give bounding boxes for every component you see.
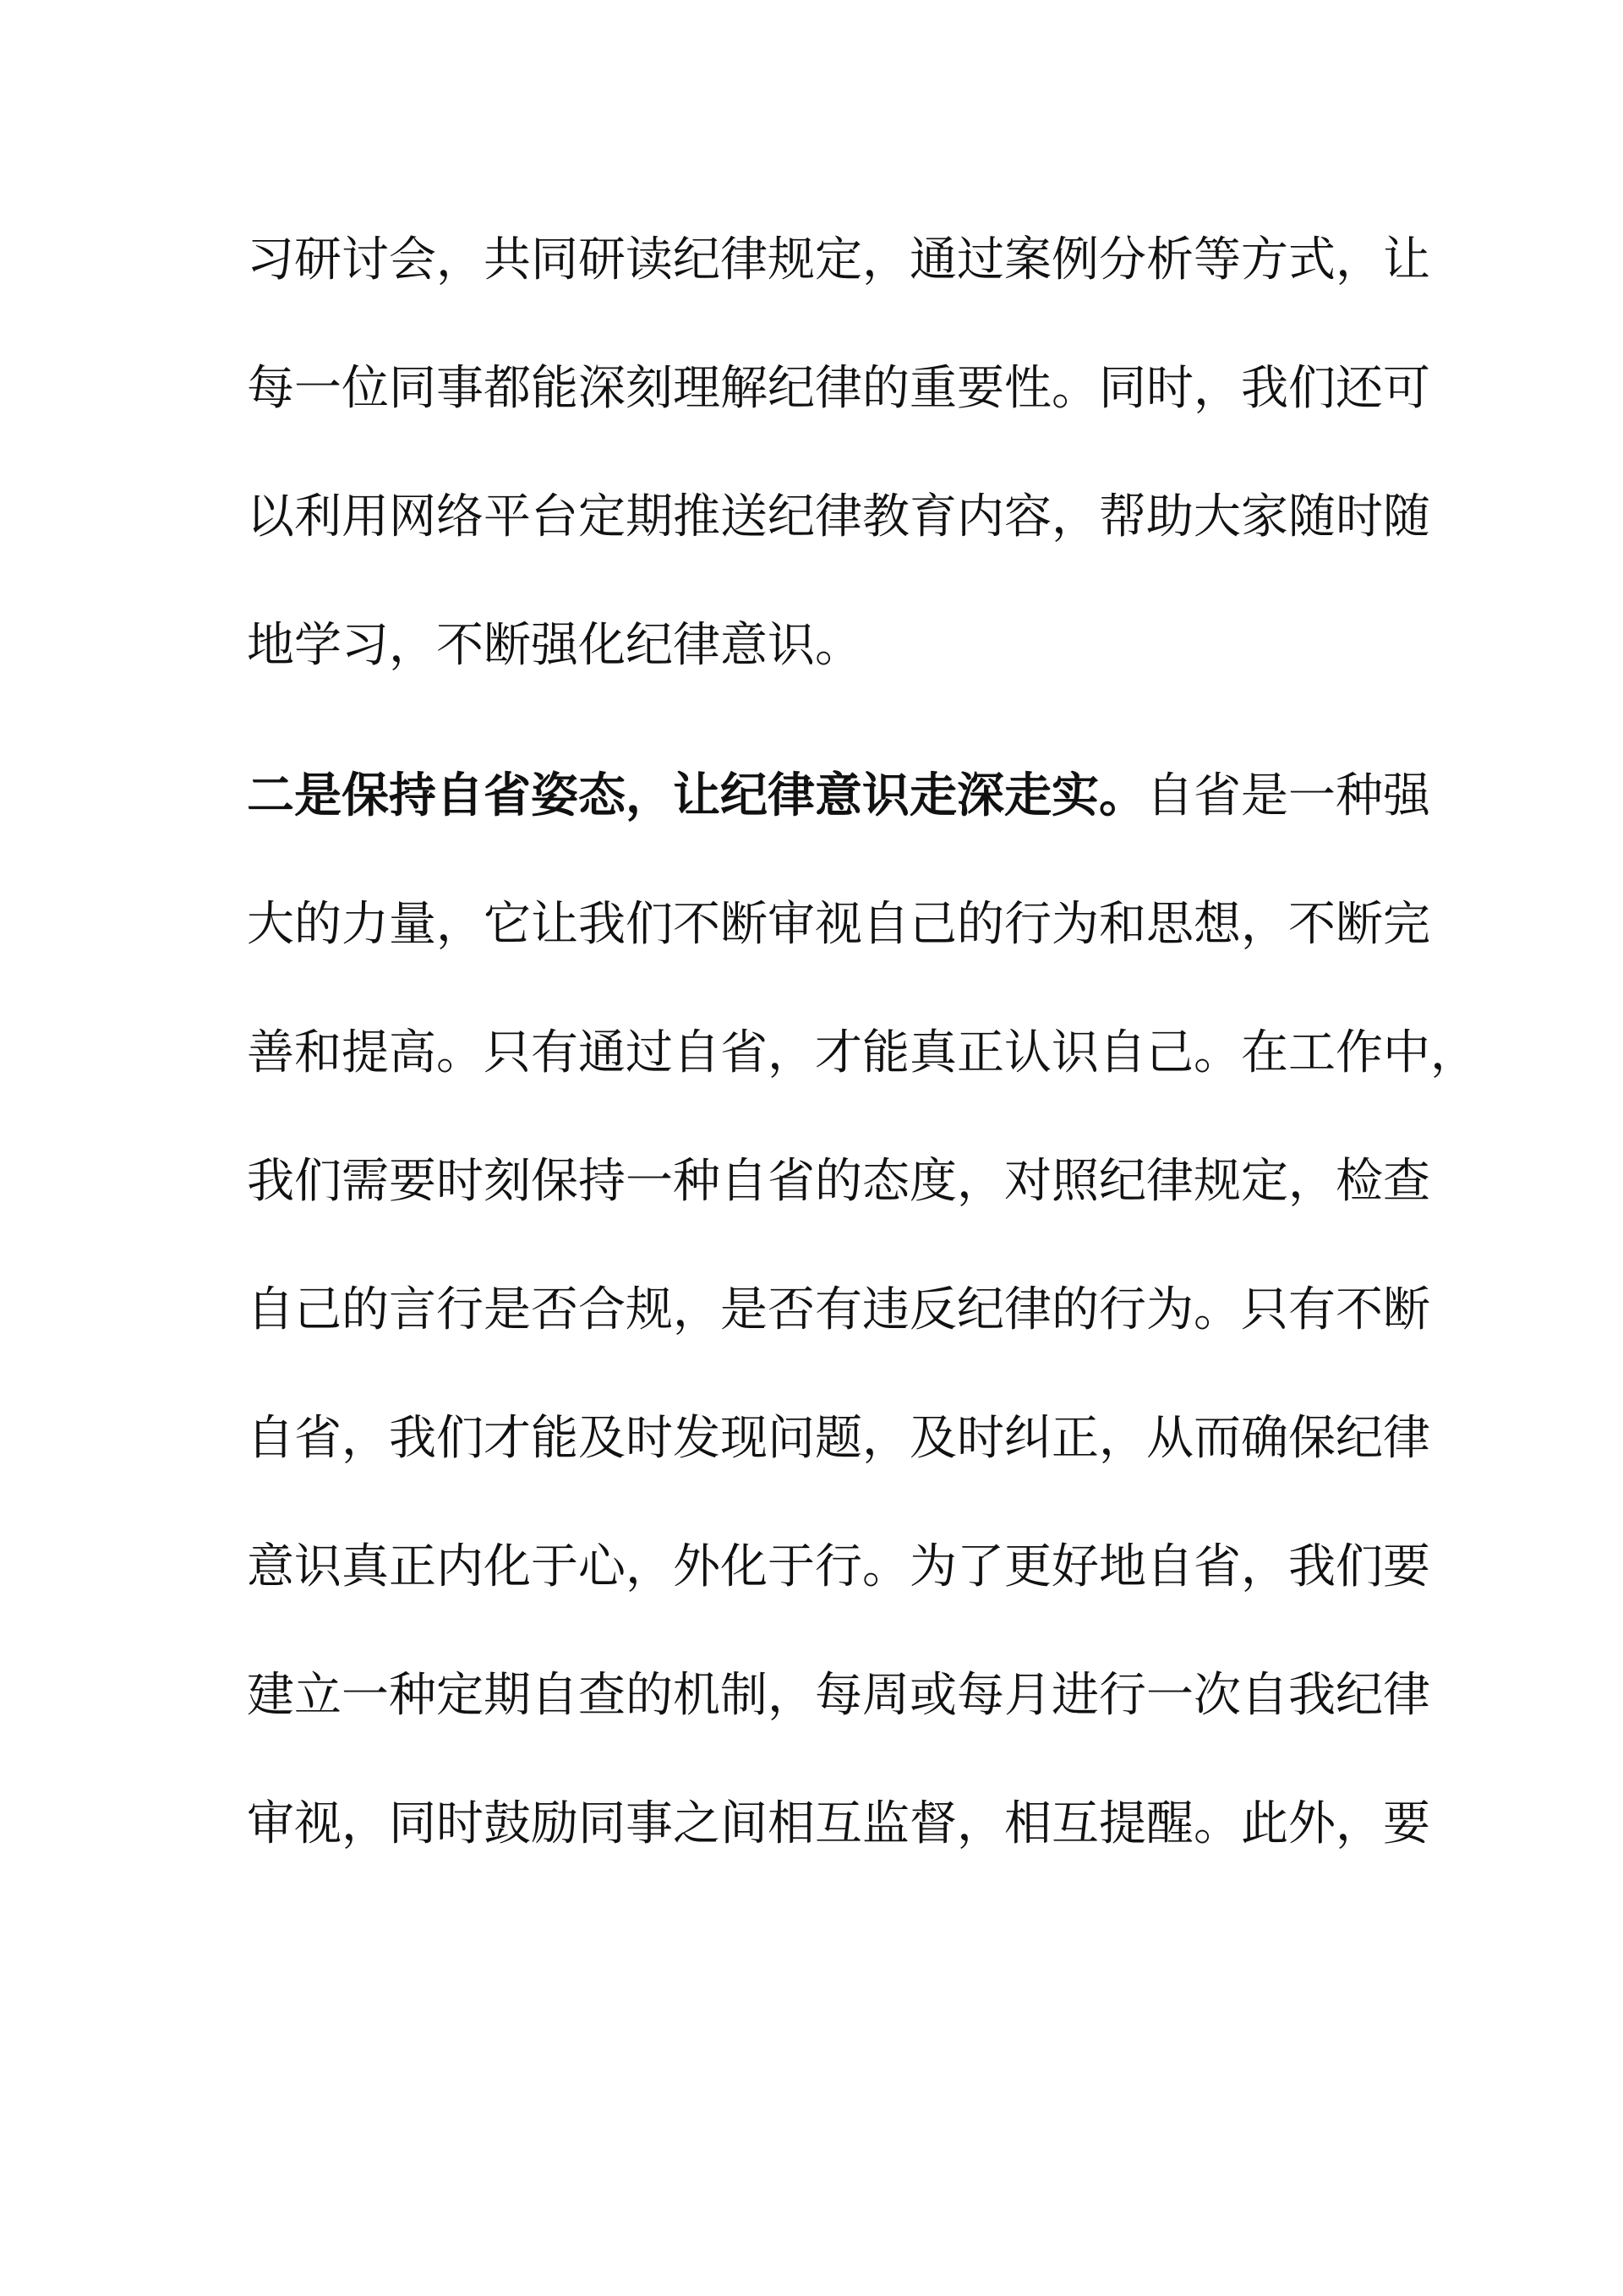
paragraph-2-line-7: 意识真正内化于心，外化于行。为了更好地自省，我们要 <box>247 1539 1430 1594</box>
paragraph-1-line-2: 每一位同事都能深刻理解纪律的重要性。同时，我们还可 <box>247 361 1430 416</box>
paragraph-1-line-3: 以利用网络平台定期推送纪律教育内容，帮助大家随时随 <box>247 489 1430 544</box>
paragraph-2-line-6: 自省，我们才能及时发现问题，及时纠正，从而确保纪律 <box>247 1411 1430 1466</box>
paragraph-1-line-4: 地学习，不断强化纪律意识。 <box>247 618 862 673</box>
paragraph-2-line-5: 自己的言行是否合规，是否有违反纪律的行为。只有不断 <box>247 1282 1430 1337</box>
paragraph-2-line-9: 审视，同时鼓励同事之间相互监督，相互提醒。此外，要 <box>247 1796 1430 1851</box>
paragraph-2-line-1 <box>247 754 1430 839</box>
paragraph-2-line-8: 建立一种定期自查的机制，每周或每月进行一次自我纪律 <box>247 1668 1430 1723</box>
paragraph-2-line-1-rest: 自省是一种强 <box>1146 768 1430 823</box>
paragraph-2-line-2: 大的力量，它让我们不断审视自己的行为和思想，不断完 <box>247 897 1430 952</box>
paragraph-2-line-4: 我们需要时刻保持一种自省的态度，对照纪律规定，检查 <box>247 1154 1430 1209</box>
section-heading: 二是保持自省姿态，让纪律意识走深走实。 <box>247 768 1146 823</box>
paragraph-2-line-3: 善和提高。只有通过自省，才能真正认识自己。在工作中， <box>247 1025 1478 1080</box>
paragraph-1-line-1: 习研讨会，共同研读纪律规定，通过案例分析等方式，让 <box>247 232 1430 287</box>
